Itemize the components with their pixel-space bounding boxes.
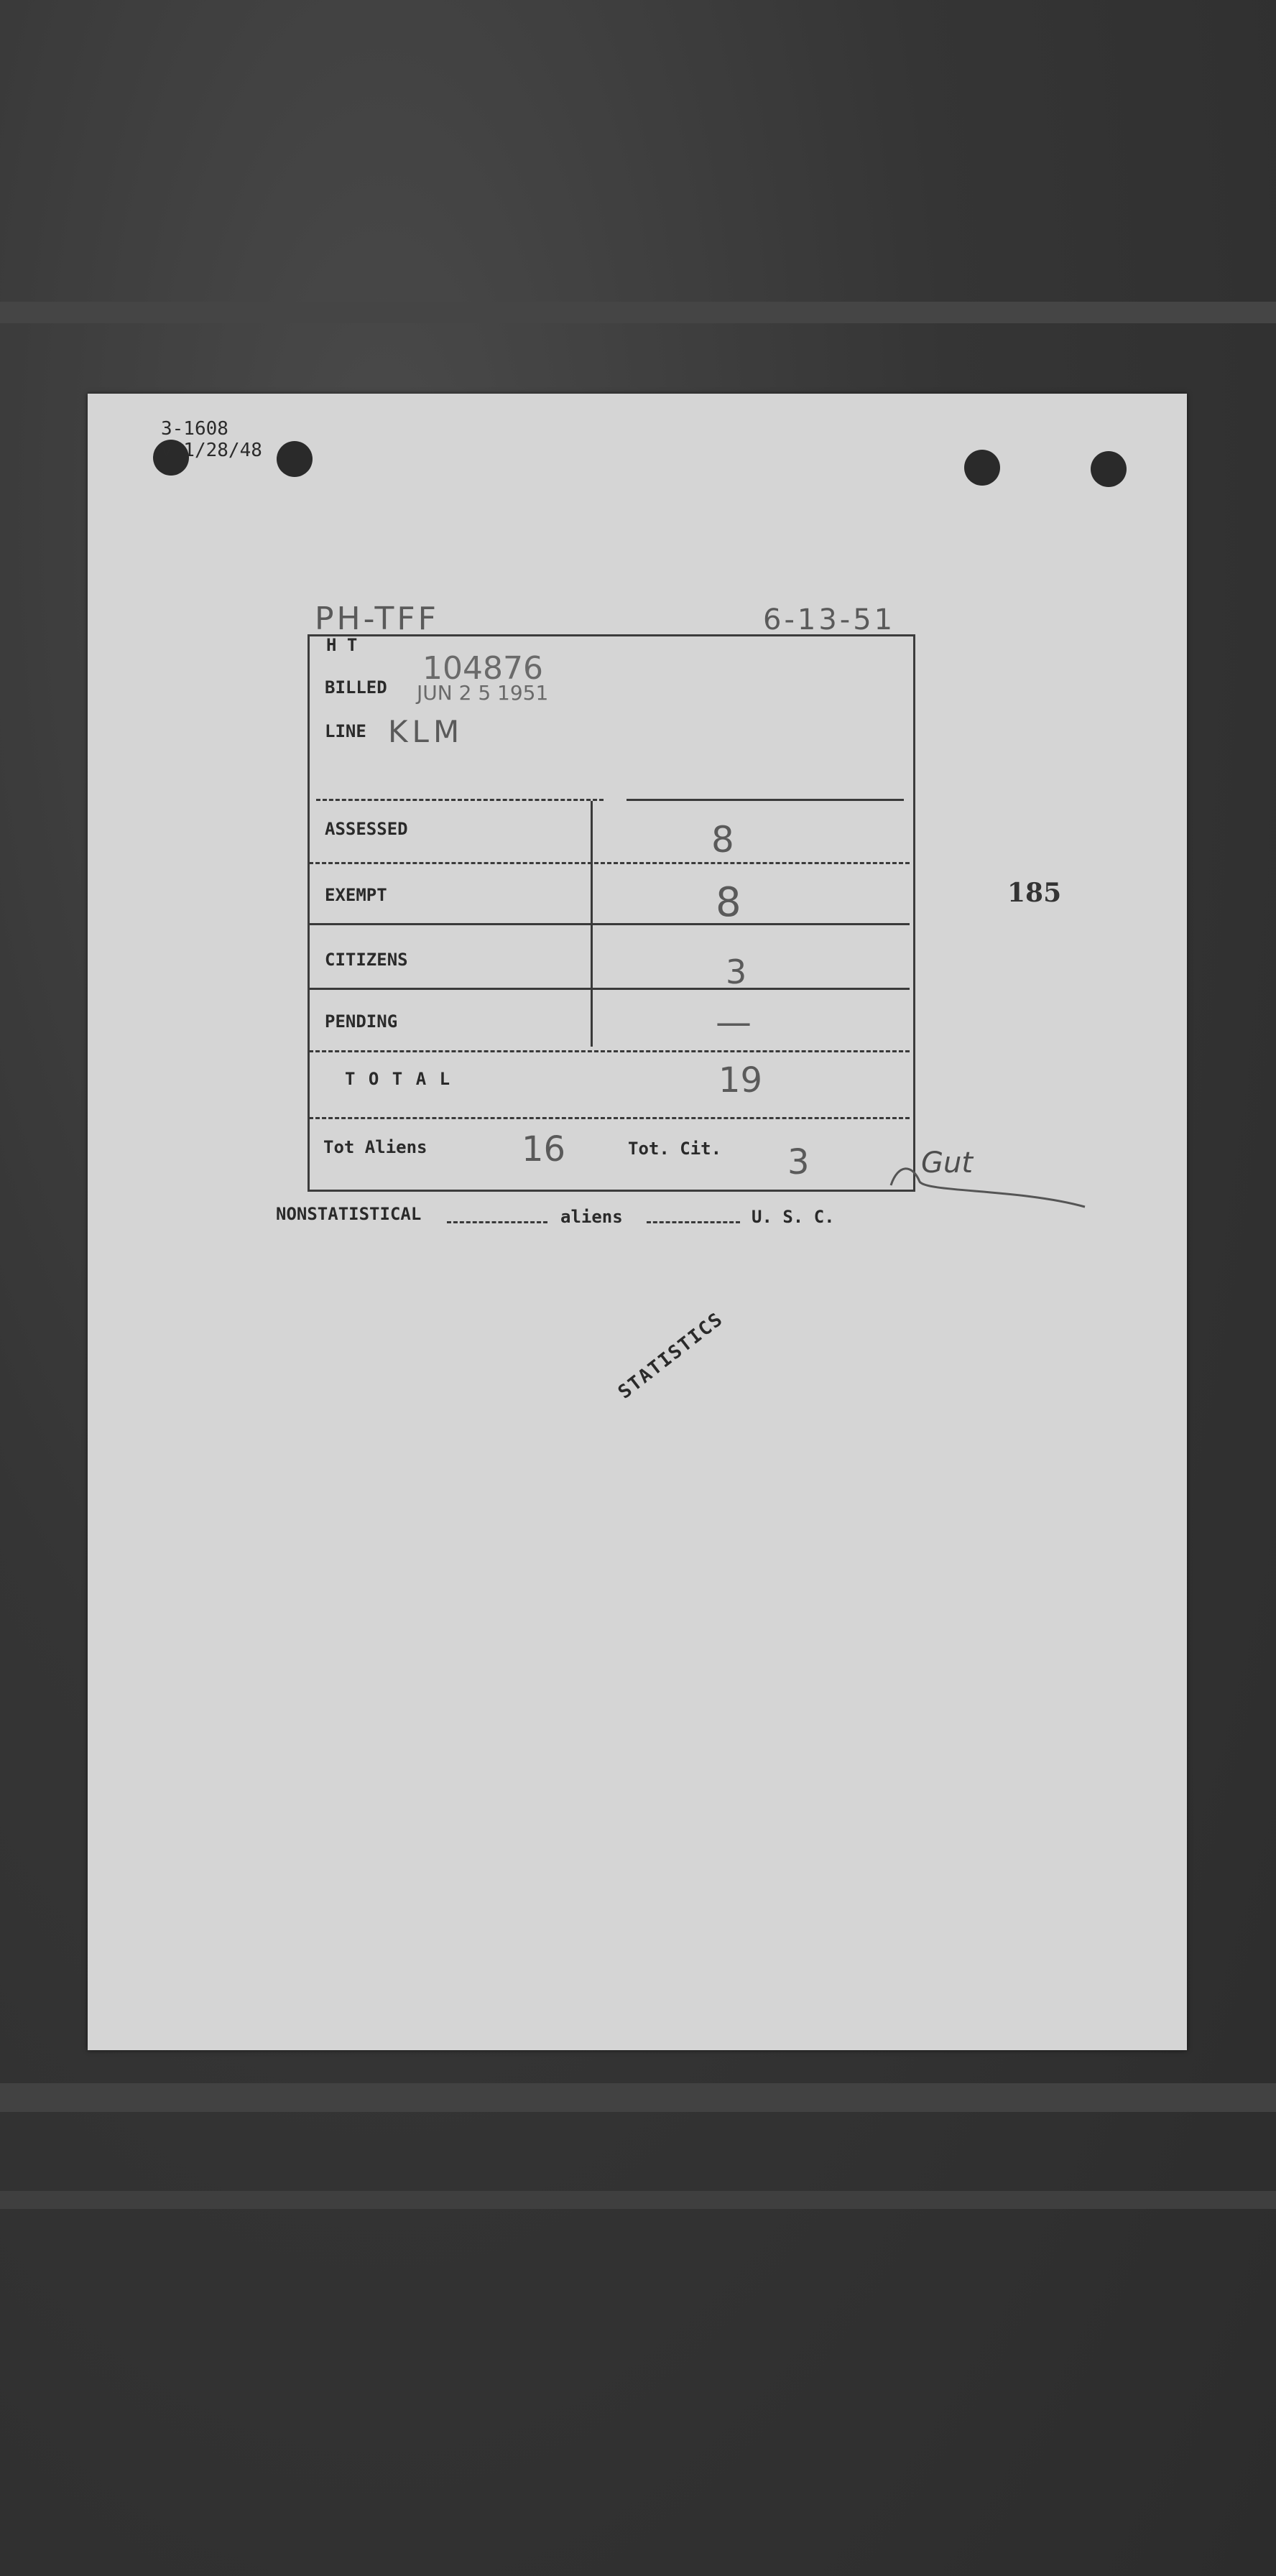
tot-cit-label: Tot. Cit. [628,1139,722,1159]
signature-stroke [884,1149,1092,1214]
flight-date: 6-13-51 [763,603,896,636]
pending-label: PENDING [325,1011,398,1032]
tot-aliens-value: 16 [522,1129,566,1169]
total-label: T O T A L [345,1069,452,1089]
divider [309,923,910,925]
nonstatistical-label: NONSTATISTICAL [276,1204,422,1224]
assessed-label: ASSESSED [325,819,408,839]
ht-label: H T [326,635,358,655]
statistics-stamp: STATISTICS [614,1308,728,1404]
usc-label: U. S. C. [752,1207,835,1227]
form-code [161,418,262,461]
exempt-value: 8 [716,879,741,926]
form-code-revision: v 1/28/48 [161,440,262,461]
punch-hole [1091,451,1127,487]
background-band [0,302,1276,323]
citizens-label: CITIZENS [325,950,408,970]
divider [627,799,904,801]
background-band [0,2191,1276,2209]
billed-number: 104876 [422,650,543,687]
divider [309,862,910,864]
form-code-number: 3-1608 [161,418,228,440]
divider [309,988,910,990]
assessed-value: 8 [711,819,734,861]
station-code: PH-TFF [315,601,439,637]
divider [316,799,604,801]
blank-line [447,1221,547,1223]
initials-signature: Gut [921,1146,974,1180]
line-value: KLM [388,714,464,749]
total-value: 19 [718,1060,763,1101]
citizens-value: 3 [726,953,747,991]
blank-line [647,1221,740,1223]
tot-aliens-label: Tot Aliens [323,1137,427,1157]
punch-hole [964,450,1000,486]
pending-value: — [716,1001,752,1043]
punch-hole [277,441,313,477]
background-band [0,2083,1276,2112]
divider [309,1117,910,1119]
billed-stamp-date: JUN 2 5 1951 [417,681,549,705]
billed-label: BILLED [325,677,387,698]
tot-cit-value: 3 [787,1142,810,1182]
exempt-label: EXEMPT [325,885,387,905]
line-label: LINE [325,721,366,741]
aliens-label: aliens [560,1207,623,1227]
divider [309,1050,910,1052]
page-number: 185 [1007,878,1062,908]
